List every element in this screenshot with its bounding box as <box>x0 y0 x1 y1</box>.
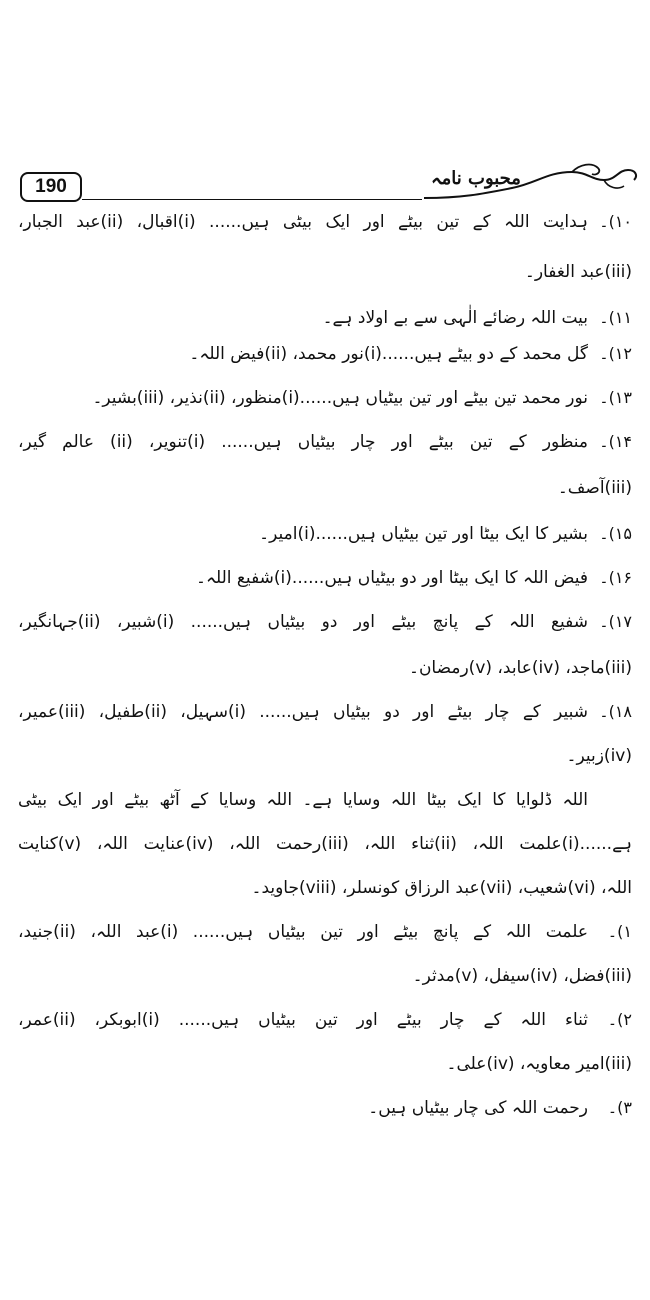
text-line: (iv)زبیر۔ <box>566 746 632 766</box>
text-line: اللہ ڈلوایا کا ایک بیٹا اللہ وسایا ہے۔ اللہ وسایا کے آٹھ بیٹے اور ایک بیٹی <box>18 790 588 810</box>
text-line: ۱۴)۔منظور کے تین بیٹے اور چار بیٹیاں ہیں...... (i)تنویر، (ii) عالم گیر، <box>18 432 632 452</box>
book-title-text: محبوب نامہ <box>431 168 521 189</box>
page-number: 190 <box>20 172 82 202</box>
text-line: ہے......(i)علمت اللہ، (ii)ثناء اللہ، (iii)رحمت اللہ، (iv)عنایت اللہ، (v)کنایت <box>18 834 632 854</box>
text-line: ۳)۔رحمت اللہ کی چار بیٹیاں ہیں۔ <box>368 1098 632 1118</box>
text-line: ۱۳)۔نور محمد تین بیٹے اور تین بیٹیاں ہیں......(i)منظور، (ii)نذیر، (iii)بشیر۔ <box>92 388 632 408</box>
text-line: ۲)۔ثناء اللہ کے چار بیٹے اور تین بیٹیاں ہیں...... (i)ابوبکر، (ii)عمر، <box>18 1010 632 1030</box>
text-line: ۱۸)۔شبیر کے چار بیٹے اور دو بیٹیاں ہیں...... (i)سہیل، (ii)طفیل، (iii)عمیر، <box>18 702 633 722</box>
text-line: ۱۰)۔ہدایت اللہ کے تین بیٹے اور ایک بیٹی ہیں...... (i)اقبال، (ii)عبد الجبار، <box>18 212 632 232</box>
text-line: (iii)ماجد، (iv)عابد، (v)رمضان۔ <box>408 658 632 678</box>
book-title <box>422 158 642 202</box>
text-line: ۱۲)۔گل محمد کے دو بیٹے ہیں......(i)نور محمد، (ii)فیض اللہ۔ <box>189 344 632 364</box>
text-line: ۱۱)۔بیت اللہ رضائے الٰہی سے بے اولاد ہے۔ <box>322 308 632 328</box>
text-line: (iii)عبد الغفار۔ <box>524 262 632 282</box>
text-line: اللہ، (vi)شعیب، (vii)عبد الرزاق کونسلر، (viii)جاوید۔ <box>251 878 632 898</box>
text-line: ۱۵)۔بشیر کا ایک بیٹا اور تین بیٹیاں ہیں......(i)امیر۔ <box>259 524 632 544</box>
text-line: ۱)۔علمت اللہ کے پانچ بیٹے اور تین بیٹیاں ہیں...... (i)عبد اللہ، (ii)جنید، <box>18 922 632 942</box>
text-line: (iii)امیر معاویہ، (iv)علی۔ <box>446 1054 632 1074</box>
header-rule <box>82 199 422 200</box>
text-line: (iii)آصف۔ <box>557 478 632 498</box>
text-line: ۱۶)۔فیض اللہ کا ایک بیٹا اور دو بیٹیاں ہیں......(i)شفیع اللہ۔ <box>196 568 632 588</box>
text-line: (iii)فضل، (iv)سیفل، (v)مدثر۔ <box>412 966 632 986</box>
text-line: ۱۷)۔شفیع اللہ کے پانچ بیٹے اور دو بیٹیاں ہیں...... (i)شبیر، (ii)جہانگیر، <box>18 612 632 632</box>
